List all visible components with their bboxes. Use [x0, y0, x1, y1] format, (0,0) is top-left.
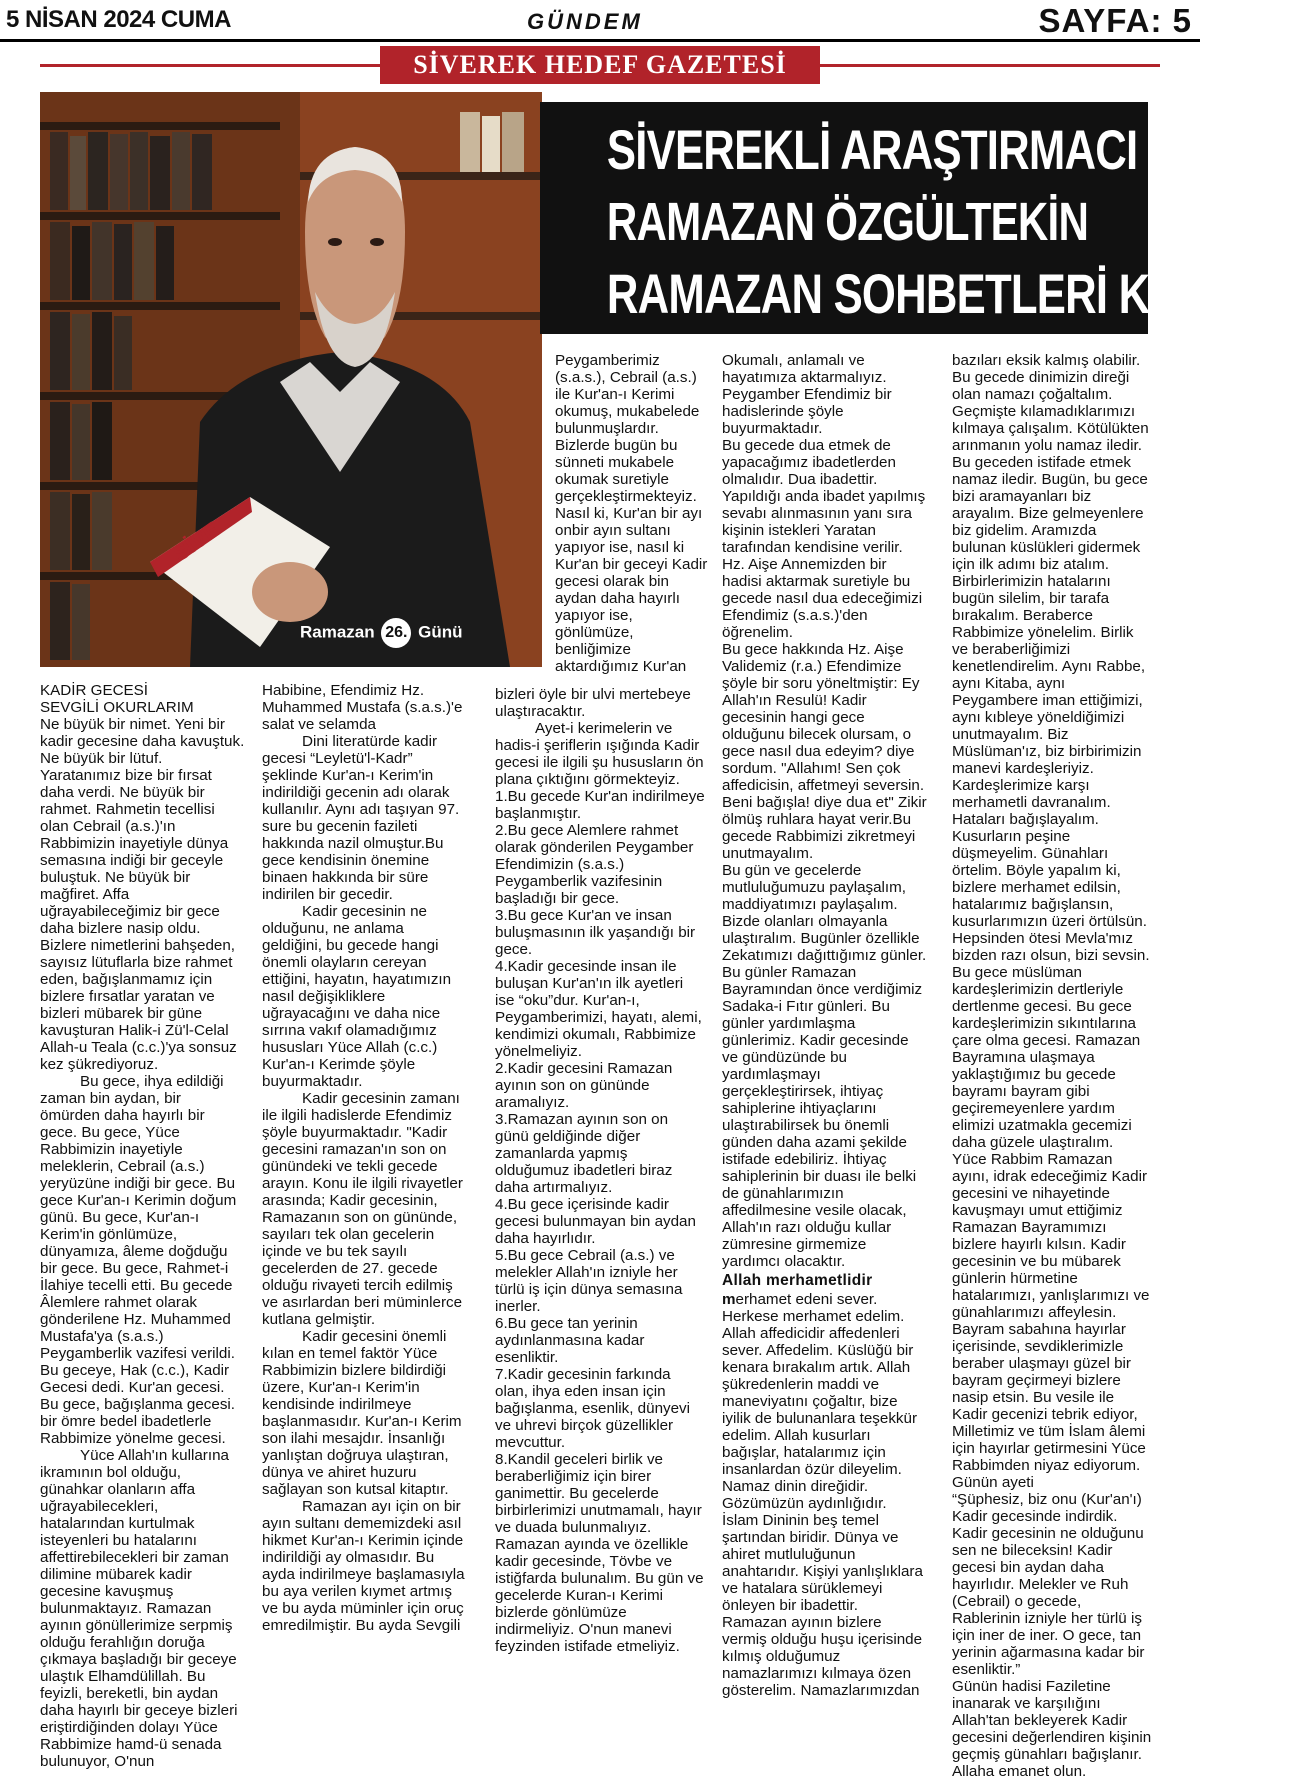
caption-gunu: Günü: [418, 622, 463, 642]
paragraph: Bu gece müslüman kardeşlerimizin dertleriyle dertlenme gecesi. Bu gece kardeşlerimizin sıkıntılarına çare olma gecesi. Ramazan Bayramına ulaşmaya yaklaştığımız bu gecede bayramı bayram gibi geçiremeyenlere yardım elimizi uzatmakla gecemizi daha güzele ulaştıralım.: [952, 964, 1141, 1151]
paragraph: Bu gece hakkında Hz. Aişe Validemiz (r.a.) Efendimize şöyle bir soru yöneltmiştir: Ey Allah'ın Resulü! Kadir gecesinin hangi gece olduğunu bilecek olursam, o gece nasıl dua edeyim? diye sordum. "Allahım! Sen çok affedicisin, affetmeyi seversin. Beni bağışla! diye dua et" Zikir ölmüş ruhlara hayat verir.Bu gecede Rabbimizi zikretmeyi unutmayalım.: [722, 641, 927, 862]
book-cover-text: SİVE: [168, 516, 224, 567]
verse-text: “Şüphesiz, biz onu (Kur'an'ı) Kadir gecesinde indirdik. Kadir gecesinin ne olduğunu sen ne bileceksin! Kadir gecesi bin aydan daha hayırlıdır. Melekler ve Ruh (Cebrail) o gecede, Rablerinin izniyle her türlü iş için iner de iner. O gece, tan yerinin ağarmasına kadar bir esenliktir.”: [952, 1491, 1145, 1678]
paragraph: Yüce Rabbim Ramazan ayını, idrak edeceğimiz Kadir gecesini ve nihayetinde kavuşmayı umut ettiğimiz Ramazan Bayramımızı bizlere hayırlı kılsın. Kadir gecesinin ve bu mübarek günlerin hürmetine hatalarımızı, yanlışlarımızı ve günahlarımızı affeylesin. Bayram sabahına hayırlar içerisinde, sevdiklerimizle beraber ulaşmayı güzel bir bayram geçirmeyi bizlere nasip etsin. Bu vesile ile Kadir gecenizi tebrik ediyor, Milletimiz ve tüm İslam âlemi için hayırlar getirmesini Yüce Rabbimden niyaz ediyorum.: [952, 1151, 1150, 1474]
photo-caption: [300, 618, 463, 648]
page-number: SAYFA: 5: [1038, 2, 1192, 39]
paragraph: Dini literatürde kadir gecesi “Leyletü'l-Kadr” şeklinde Kur'an-ı Kerim'in indirildiği gecenin adı olarak kullanılır. Aynı adı taşıyan 97. sure bu gecenin fazileti hakkında nazil olmuştur.Bu gece kendisinin önemine binaen hakkında bir süre indirilen bir gecedir.: [262, 733, 460, 903]
paragraph: [722, 1291, 927, 1699]
article-title-2: SEVGİLİ OKURLARIM: [40, 699, 194, 716]
paragraph: Bu gecede dua etmek de yapacağımız ibadetlerden olmalıdır. Dua ibadettir. Yapıldığı anda ibadet yapılmış sevabı alınmasının yanı sıra kişinin istekleri Yaratan tarafından kendisine verilir. Hz. Aişe Annemizden bir hadisi aktarmak suretiyle bu gecede nasıl dua edeceğimizi Efendimiz (s.a.s.)'den öğrenelim.: [722, 437, 926, 641]
paragraph: Kadir gecesini önemli kılan en temel faktör Yüce Rabbimizin bizlere bildirdiği üzere, Kur'an-ı Kerim'in kendisinde indirilmeye başlanmasıdır. Kur'an-ı Kerim son ilahi mesajdır. İnsanlığı yanlıştan doğruya ulaştıran, dünya ve ahiret huzuru sağlayan son kutsal kitaptır.: [262, 1328, 462, 1498]
paragraph: Kadir gecesinin zamanı ile ilgili hadislerde Efendimiz şöyle buyurmaktadır. "Kadir gecesini ramazan'ın son on günündeki ve tekli gecede arayın. Konu ile ilgili rivayetler arasında; Kadir gecesinin, Ramazanın son on gününde, sayıları tek olan gecelerin içinde ve bu tek sayılı gecelerden de 27. gecede olduğu rivayeti tercih edilmiş ve asırlardan beri müminlerce kutlana gelmiştir.: [262, 1090, 463, 1328]
paragraph: Ne büyük bir nimet. Yeni bir kadir gecesine daha kavuştuk. Ne büyük bir lütuf. Yaratanımız bize bir fırsat daha verdi. Ne büyük bir rahmet. Rahmetin tecellisi olan Cebrail (a.s.)'ın Rabbimizin inayetiyle dünya semasına indiği bir geceyle buluştuk. Ne büyük bir mağfiret. Affa uğrayabileceğimiz bir gece daha bizlere nasip oldu. Bizlere nimetlerini bahşeden, sayısız lütuflarla bize rahmet eden, bağışlanmamız için bizlere fırsatlar yaratan ve bizleri mübarek bir güne kavuşturan Halik-i Zü'l-Celal Allah-u Teala (c.c.)'ya sonsuz kez şükrediyoruz.: [40, 716, 245, 1073]
headline-box: [540, 102, 1290, 334]
paragraph: Ayet-i kerimelerin ve hadis-i şeriflerin ışığında Kadir gecesi ile ilgili şu hususların ön plana çıktığını görmekteyiz.: [495, 720, 704, 788]
paragraph: Okumalı, anlamalı ve hayatımıza aktarmalıyız. Peygamber Efendimiz bir hadislerinde şöyle buyurmaktadır.: [722, 352, 892, 437]
hadith-text: Günün hadisi Faziletine inanarak ve karşılığını Allah'tan bekleyerek Kadir gecesini değerlendiren kişinin geçmiş günahları bağışlanır. Allaha emanet olun.: [952, 1678, 1152, 1780]
column-4: [722, 352, 927, 1699]
paragraph: Yüce Allah'ın kullarına ikramının bol olduğu, günahkar olanların affa uğrayabilecekleri, hatalarından kurtulmak isteyenleri bu hatalarını affettirebilecekleri bir zaman dilimine mübarek kadir gecesine kavuşmuş bulunmaktayız. Ramazan ayının gönüllerimize serpmiş olduğu ferahlığın doruğa çıkmaya başladığı bir geceye ulaştık Elhamdülillah. Bu feyizli, bereketli, bin aydan daha hayırlı bir geceye bizleri eriştirdiğinden dolayı Yüce Rabbimize hamd-ü senada bulunuyor, O'nun: [40, 1447, 238, 1770]
newspaper-masthead: SİVEREK HEDEF GAZETESİ: [380, 46, 820, 84]
paragraph: Peygamberimiz (s.a.s.), Cebrail (a.s.) ile Kur'an-ı Kerimi okumuş, mukabelede bulunmuşlardır. Bizlerde bugün bu sünneti mukabele okumak suretiyle gerçekleştirmekteyiz. Nasıl ki, Kur'an bir ayı onbir ayın sultanı yapıyor ise, nasıl ki Kur'an bir geceyi Kadir gecesi olarak bin aydan daha hayırlı yapıyor ise, gönlümüze, benliğimize aktardığımız Kur'an: [555, 352, 708, 675]
numbered-list: 1.Bu gecede Kur'an indirilmeye başlanmıştır. 2.Bu gece Alemlere rahmet olarak gönderilen Peygamber Efendimizin (s.a.s.) Peygamberlik vazifesinin başladığı bir gece. 3.Bu gece Kur'an ve insan buluşmasının ilk yaşandığı bir gece. 4.Kadir gecesinde insan ile buluşan Kur'an'ın ilk ayetleri ise “oku”dur. Kur'an-ı, Peygamberimizi, hayatı, alemi, kendimizi okumalı, Rabbimize yönelmeliyiz. 2.Kadir gecesini Ramazan ayının son on gününde aramalıyız. 3.Ramazan ayının son on günü geldiğinde diğer zamanlarda yapmış olduğumuz ibadetleri biraz daha artırmalıyız. 4.Bu gece içerisinde kadir gecesi bulunmayan bin aydan daha hayırlıdır. 5.Bu gece Cebrail (a.s.) ve melekler Allah'ın izniyle her türlü iş için dünya semasına inerler. 6.Bu gece tan yerinin aydınlanmasına kadar esenliktir. 7.Kadir gecesinin farkında olan, ihya eden insan için bağışlanma, esenlik, dünyevi ve uhrevi birçok güzellikler mevcuttur. 8.Kandil geceleri birlik ve beraberliğimiz için birer ganimettir. Bu gecelerde birbirlerimizi unutmamalı, hayır ve duada bulunmalıyız. Ramazan ayında ve özellikle kadir gecesinde, Tövbe ve istiğfarda bulunalım. Bu gün ve gecelerde Kuran-ı Kerimi bizlerde gönlümüze indirmeliyiz. O'nun manevi feyzinden istifade etmeliyiz.: [495, 788, 705, 1655]
column-3-top: [555, 352, 708, 675]
paragraph: Kadir gecesinin ne olduğunu, ne anlama geldiğini, bu gecede hangi önemli olayların cereyan ettiğini, hayatın, hayatımızın nasıl değişikliklere uğrayacağını ve daha nice sırrına vakıf olamadığımız hususları Yüce Allah (c.c.) Kur'an-ı Kerimde şöyle buyurmaktadır.: [262, 903, 452, 1090]
drop-cap: m: [722, 1291, 736, 1308]
column-3: [495, 686, 705, 1655]
top-bar: [0, 0, 1200, 42]
day-number-badge: 26.: [381, 618, 411, 648]
verse-label: Günün ayeti: [952, 1474, 1034, 1491]
headline-line-1: SİVEREKLİ ARAŞTIRMACI YAZAR: [606, 118, 1290, 181]
headline-line-3: RAMAZAN SOHBETLERİ KÖŞESİ: [606, 262, 1280, 325]
column-1: [40, 682, 245, 1770]
paragraph-text: erhamet edeni sever. Herkese merhamet edelim. Allah affedicidir affedenleri sever. Affedelim. Küslüğü bir kenara bırakalım artık. Allah şükredenlerin maddi ve maneviyatını çoğaltır, bize iyilik de bulunanlara teşekkür edelim. Allah kusurları bağışlar, hatalarımız için insanlardan özür dileyelim. Namaz dinin direğidir. Gözümüzün aydınlığıdır. İslam Dininin beş temel şartından biridir. Dünya ve ahiret mutluluğunun anahtarıdır. Kişiyi yanlışlıklara ve hatalara sürüklemeyi önleyen bir ibadettir. Ramazan ayının bizlere vermiş olduğu huşu içerisinde kılmış olduğumuz namazlarımızı kılmaya özen gösterelim. Namazlarımızdan: [722, 1291, 923, 1699]
article-title-1: KADİR GECESİ: [40, 682, 149, 699]
caption-ramazan: Ramazan: [300, 622, 375, 642]
section-name: GÜNDEM: [527, 9, 643, 34]
paragraph: Bu gün ve gecelerde mutluluğumuzu paylaşalım, maddiyatımızı paylaşalım. Bizde olanları olmayanla ulaştıralım. Bugünler özellikle Zekatımızı dağıttığımız günler. Bu günler Ramazan Bayramından önce verdiğimiz Sadaka-i Fıtır günleri. Bu günler yardımlaşma günlerimiz. Kadir gecesinde ve gündüzünde bu yardımlaşmayı gerçekleştirirsek, ihtiyaç sahiplerine ihtiyaçlarını ulaştırabilirsek bu önemli günden daha azami şekilde istifade edebiliriz. İhtiyaç sahiplerinin bir duası ile belki de günahlarımızın affedilmesine vesile olacak, Allah'ın razı olduğu kullar zümresine girmemize yardımcı olacaktır.: [722, 862, 927, 1270]
paragraph: Bu gece, ihya edildiği zaman bin aydan, bir ömürden daha hayırlı bir gece. Bu gece, Yüce Rabbimizin inayetiyle meleklerin, Cebrail (a.s.) yeryüzüne indiği bir gece. Bu gece Kur'an-ı Kerimin doğum günü. Bu gece, Kur'an-ı Kerim'in gönlümüze, dünyamıza, âleme doğduğu bir gece. Bu gece, Rahmet-i İlahiye tecelli etti. Bu gecede Âlemlere rahmet olarak gönderilene Hz. Muhammed Mustafa'ya (s.a.s.) Peygamberlik vazifesi verildi. Bu geceye, Hak (c.c.), Kadir Gecesi dedi. Kur'an gecesi. Bu gece, bağışlanma gecesi. bir ömre bedel ibadetlerle Rabbimize yönelme gecesi.: [40, 1073, 237, 1447]
author-photo: [40, 92, 542, 667]
issue-date: 5 NİSAN 2024 CUMA: [6, 6, 231, 33]
bookshelf-portrait-illustration: [40, 92, 542, 667]
subheading: Allah merhametlidir: [722, 1272, 873, 1289]
paragraph: Habibine, Efendimiz Hz. Muhammed Mustafa (s.a.s.)'e salat ve selamda: [262, 682, 463, 733]
paragraph: bizleri öyle bir ulvi mertebeye ulaştıracaktır.: [495, 686, 691, 720]
paragraph: bazıları eksik kalmış olabilir. Bu gecede dinimizin direği olan namazı çoğaltalım. Geçmişte kılamadıklarımızı kılmaya çalışalım. Kötülükten arınmanın yolu namaz iledir. Bu geceden istifade etmek namaz iledir. Bugün, bu gece bizi aramayanları biz arayalım. Bize gelmeyenlere biz gidelim. Aramızda bulunan küslükleri gidermek için ilk adımı biz atalım. Birbirlerimizin hatalarını bugün silelim, bir tarafa bırakalım. Beraberce Rabbimize yönelelim. Birlik ve beraberliğimizi kenetlendirelim. Aynı Rabbe, aynı Kitaba, aynı Peygambere iman ettiğimizi, aynı kıbleye yöneldiğimizi unutmayalım. Biz Müslüman'ız, biz birbirimizin manevi kardeşleriyiz. Kardeşlerimize karşı merhametli davranalım. Hataları bağışlayalım. Kusurların peşine düşmeyelim. Günahları örtelim. Böyle yapalım ki, bizlere merhamet edilsin, hatalarımız bağışlansın, kusurlarımızın üzeri örtülsün. Hepsinden ötesi Mevla'mız bizden razı olsun, bizi sevsin.: [952, 352, 1150, 964]
paragraph: Ramazan ayı için on bir ayın sultanı dememizdeki asıl hikmet Kur'an-ı Kerimin içinde indirildiği ay olmasıdır. Bu ayda indirilmeye başlamasıyla bu aya verilen kıymet artmış ve bu ayda müminler için oruç emredilmiştir. Bu ayda Sevgili: [262, 1498, 465, 1634]
column-5: [952, 352, 1152, 1780]
column-2: [262, 682, 467, 1634]
headline-line-2: RAMAZAN ÖZGÜLTEKİN: [606, 192, 1089, 252]
